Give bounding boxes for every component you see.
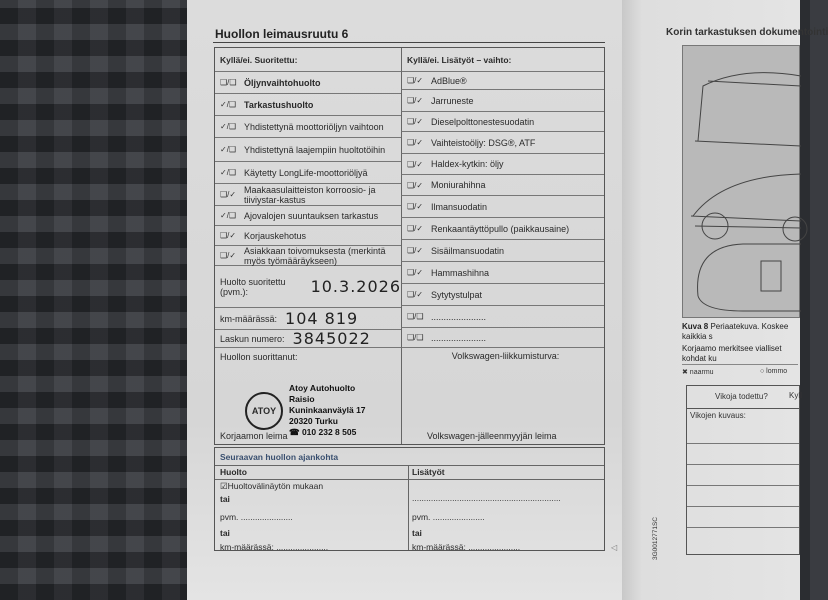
- marking-note: Korjaamo merkitsee vialliset kohdat ku: [682, 344, 798, 365]
- checklist-label: Hammashihna: [431, 267, 490, 278]
- invoice-label: Laskun numero:: [220, 333, 285, 344]
- km-value[interactable]: 104 819: [285, 309, 359, 328]
- or-label: tai: [220, 528, 230, 538]
- right-page-title: Korin tarkastuksen dokumentointi: [666, 27, 828, 38]
- checklist-label: Öljynvaihtohuolto: [244, 77, 321, 88]
- left-checklist-row: [215, 206, 401, 226]
- yes-no-checkbox-icon[interactable]: ❑/✓: [407, 96, 424, 105]
- yes-no-checkbox-icon[interactable]: ❑/✓: [407, 138, 424, 147]
- yes-no-checkbox-icon[interactable]: ❑/✓: [407, 246, 424, 255]
- extra-work-field[interactable]: ...............................................................: [412, 493, 561, 503]
- right-column-header: Kyllä/ei. Lisätyöt – vaihto:: [401, 48, 604, 72]
- right-checklist-row: [401, 175, 604, 196]
- right-checklist-row: [401, 72, 604, 90]
- yes-no-checkbox-icon[interactable]: ✓/❑: [220, 168, 237, 177]
- yes-no-checkbox-icon[interactable]: ❑/✓: [220, 231, 237, 240]
- yes-no-checkbox-icon[interactable]: ❑/✓: [220, 190, 237, 199]
- checklist-label: AdBlue®: [431, 75, 467, 86]
- right-checklist-row: [401, 284, 604, 306]
- background-fabric: [0, 0, 200, 600]
- right-checklist-row: [401, 196, 604, 218]
- yes-no-checkbox-icon[interactable]: ❑/✓: [407, 268, 424, 277]
- checklist-label: Dieselpolttonestesuodatin: [431, 116, 535, 127]
- dealer-stamp-label: Volkswagen-jälleenmyyjän leima: [427, 431, 557, 441]
- performed-by-label: Huollon suorittanut:: [220, 352, 298, 362]
- stamp-logo: ATOY: [245, 392, 283, 430]
- figure-number: Kuva 8: [682, 322, 709, 331]
- yes-no-checkbox-icon[interactable]: ❑/✓: [220, 251, 237, 260]
- yes-no-checkbox-icon[interactable]: ✓/❑: [220, 100, 237, 109]
- checklist-label: Korjauskehotus: [244, 230, 307, 241]
- right-checklist-row: [401, 306, 604, 328]
- right-checklist-row: [401, 240, 604, 262]
- checklist-label: Haldex-kytkin: öljy: [431, 159, 504, 169]
- mobility-label: Volkswagen-liikkumisturva:: [451, 351, 560, 361]
- interval-row[interactable]: [220, 481, 323, 492]
- yes-no-checkbox-icon[interactable]: ✓/❑: [220, 145, 237, 154]
- col-huolto: Huolto: [220, 467, 247, 477]
- checklist-label: Sytytystulpat: [431, 289, 483, 300]
- stamp-line: 20320 Turku: [289, 416, 338, 426]
- invoice-row: [215, 330, 401, 348]
- yes-no-checkbox-icon[interactable]: ❑/❑: [407, 312, 424, 321]
- checklist-label: Yhdistettynä moottoriöljyn vaihtoon: [244, 121, 384, 132]
- car-outline-icon: [683, 46, 801, 319]
- yes-no-checkbox-icon[interactable]: ❑/✓: [407, 224, 424, 233]
- defects-description-label: Vikojen kuvaus:: [690, 411, 746, 420]
- car-diagram: [682, 45, 800, 318]
- performed-by-cell: [215, 348, 401, 444]
- left-checklist-row: [215, 184, 401, 206]
- checklist-label: Vaihteistoöljy: DSG®, ATF: [431, 137, 536, 148]
- col-lisatyot: Lisätyöt: [412, 467, 445, 477]
- yes-no-checkbox-icon[interactable]: ✓/❑: [220, 122, 237, 131]
- yes-no-checkbox-icon[interactable]: ❑/✓: [407, 202, 424, 211]
- next-service-title: Seuraavan huollon ajankohta: [220, 452, 339, 462]
- yes-no-checkbox-icon[interactable]: ❑/❑: [407, 333, 424, 342]
- or-label: tai: [220, 494, 230, 504]
- km-row: [215, 308, 401, 330]
- checked-icon: ☑: [220, 481, 228, 491]
- defects-yes[interactable]: Kyll: [789, 391, 802, 400]
- next-date-field[interactable]: pvm. ......................: [220, 512, 293, 522]
- checklist-label: Asiakkaan toivomuksesta (merkintä myös työmääräykseen): [244, 245, 386, 266]
- page-turn-icon: ◁: [611, 543, 618, 552]
- checklist-label: Ajovalojen suuntauksen tarkastus: [244, 210, 379, 221]
- yes-no-checkbox-icon[interactable]: ❑/✓: [407, 290, 424, 299]
- service-date-label: Huolto suoritettu (pvm.):: [220, 276, 286, 297]
- checklist-label: Tarkastushuolto: [244, 99, 314, 110]
- yes-no-checkbox-icon[interactable]: ❑/❑: [220, 78, 237, 87]
- yes-no-checkbox-icon[interactable]: ❑/✓: [407, 117, 424, 126]
- left-column-header: Kyllä/ei. Suoritettu:: [215, 48, 401, 72]
- left-checklist-row: [215, 246, 401, 266]
- left-checklist-row: [215, 72, 401, 94]
- right-checklist-row: [401, 154, 604, 175]
- checklist-label: Moniurahihna: [431, 180, 486, 190]
- defects-question: Vikoja todettu?: [715, 392, 768, 401]
- right-checklist-row: [401, 262, 604, 284]
- checklist-label: ......................: [431, 311, 487, 322]
- stamp-phone: ☎ 010 232 8 505: [289, 427, 357, 437]
- yes-no-checkbox-icon[interactable]: ✓/❑: [220, 211, 237, 220]
- right-checklist-row: [401, 90, 604, 112]
- interval-label: Huoltovälinäytön mukaan: [227, 481, 324, 491]
- left-checklist-row: [215, 138, 401, 162]
- left-checklist-row: [215, 162, 401, 184]
- next-service-table: [214, 447, 605, 551]
- or-label: tai: [412, 528, 422, 538]
- checklist-label: Renkaantäyttöpullo (paikkausaine): [431, 223, 570, 234]
- stamp-line: Atoy Autohuolto: [289, 383, 356, 393]
- title-rule: [213, 42, 605, 43]
- left-checklist-row: [215, 226, 401, 246]
- checklist-label: ......................: [431, 332, 487, 343]
- right-checklist-row: [401, 328, 604, 348]
- stamp-line: Kuninkaanväylä 17: [289, 405, 366, 415]
- checklist-label: Käytetty LongLife-moottoriöljyä: [244, 167, 368, 178]
- extra-km-field[interactable]: km-määrässä: ......................: [412, 542, 521, 552]
- left-page: [187, 0, 622, 600]
- extra-date-field[interactable]: pvm. ......................: [412, 512, 485, 522]
- mobility-cell: [401, 348, 604, 444]
- checklist-label: Maakaasulaitteiston korroosio- ja tiiviystar-kastus: [244, 184, 376, 205]
- figure-caption-text: Periaatekuva. Koskee kaikkia s: [682, 322, 789, 341]
- legend-scratch: ✖ naarmu: [682, 369, 714, 376]
- next-km-field[interactable]: km-määrässä: ......................: [220, 542, 329, 552]
- right-page: [622, 0, 828, 600]
- yes-no-checkbox-icon[interactable]: ❑/✓: [407, 159, 424, 169]
- service-date-value[interactable]: 10.3.2026: [310, 277, 401, 296]
- checklist-label: Sisäilmansuodatin: [431, 245, 505, 256]
- checklist-label: Ilmansuodatin: [431, 201, 488, 212]
- right-checklist-row: [401, 112, 604, 132]
- yes-no-checkbox-icon[interactable]: ❑/✓: [407, 76, 424, 85]
- km-label: km-määrässä:: [220, 313, 278, 324]
- invoice-value[interactable]: 3845022: [292, 329, 371, 348]
- document-code: 3G0012771SC: [652, 516, 659, 560]
- figure-caption: [682, 322, 798, 342]
- workshop-stamp: [245, 383, 366, 438]
- legend-dent: ○ lommo: [760, 368, 788, 375]
- left-checklist-row: [215, 116, 401, 138]
- yes-no-checkbox-icon[interactable]: ❑/✓: [407, 180, 424, 190]
- right-checklist-row: [401, 132, 604, 154]
- right-checklist-row: [401, 218, 604, 240]
- service-table: [214, 47, 605, 445]
- workshop-stamp-label: Korjaamon leima: [220, 431, 288, 441]
- checklist-label: Jarruneste: [431, 95, 474, 106]
- checklist-label: Yhdistettynä laajempiin huoltotöihin: [244, 144, 386, 155]
- defects-table: [686, 385, 800, 555]
- left-checklist-row: [215, 94, 401, 116]
- service-date-row: [215, 266, 401, 308]
- page-title: Huollon leimausruutu 6: [215, 27, 349, 41]
- stamp-line: Raisio: [289, 394, 315, 404]
